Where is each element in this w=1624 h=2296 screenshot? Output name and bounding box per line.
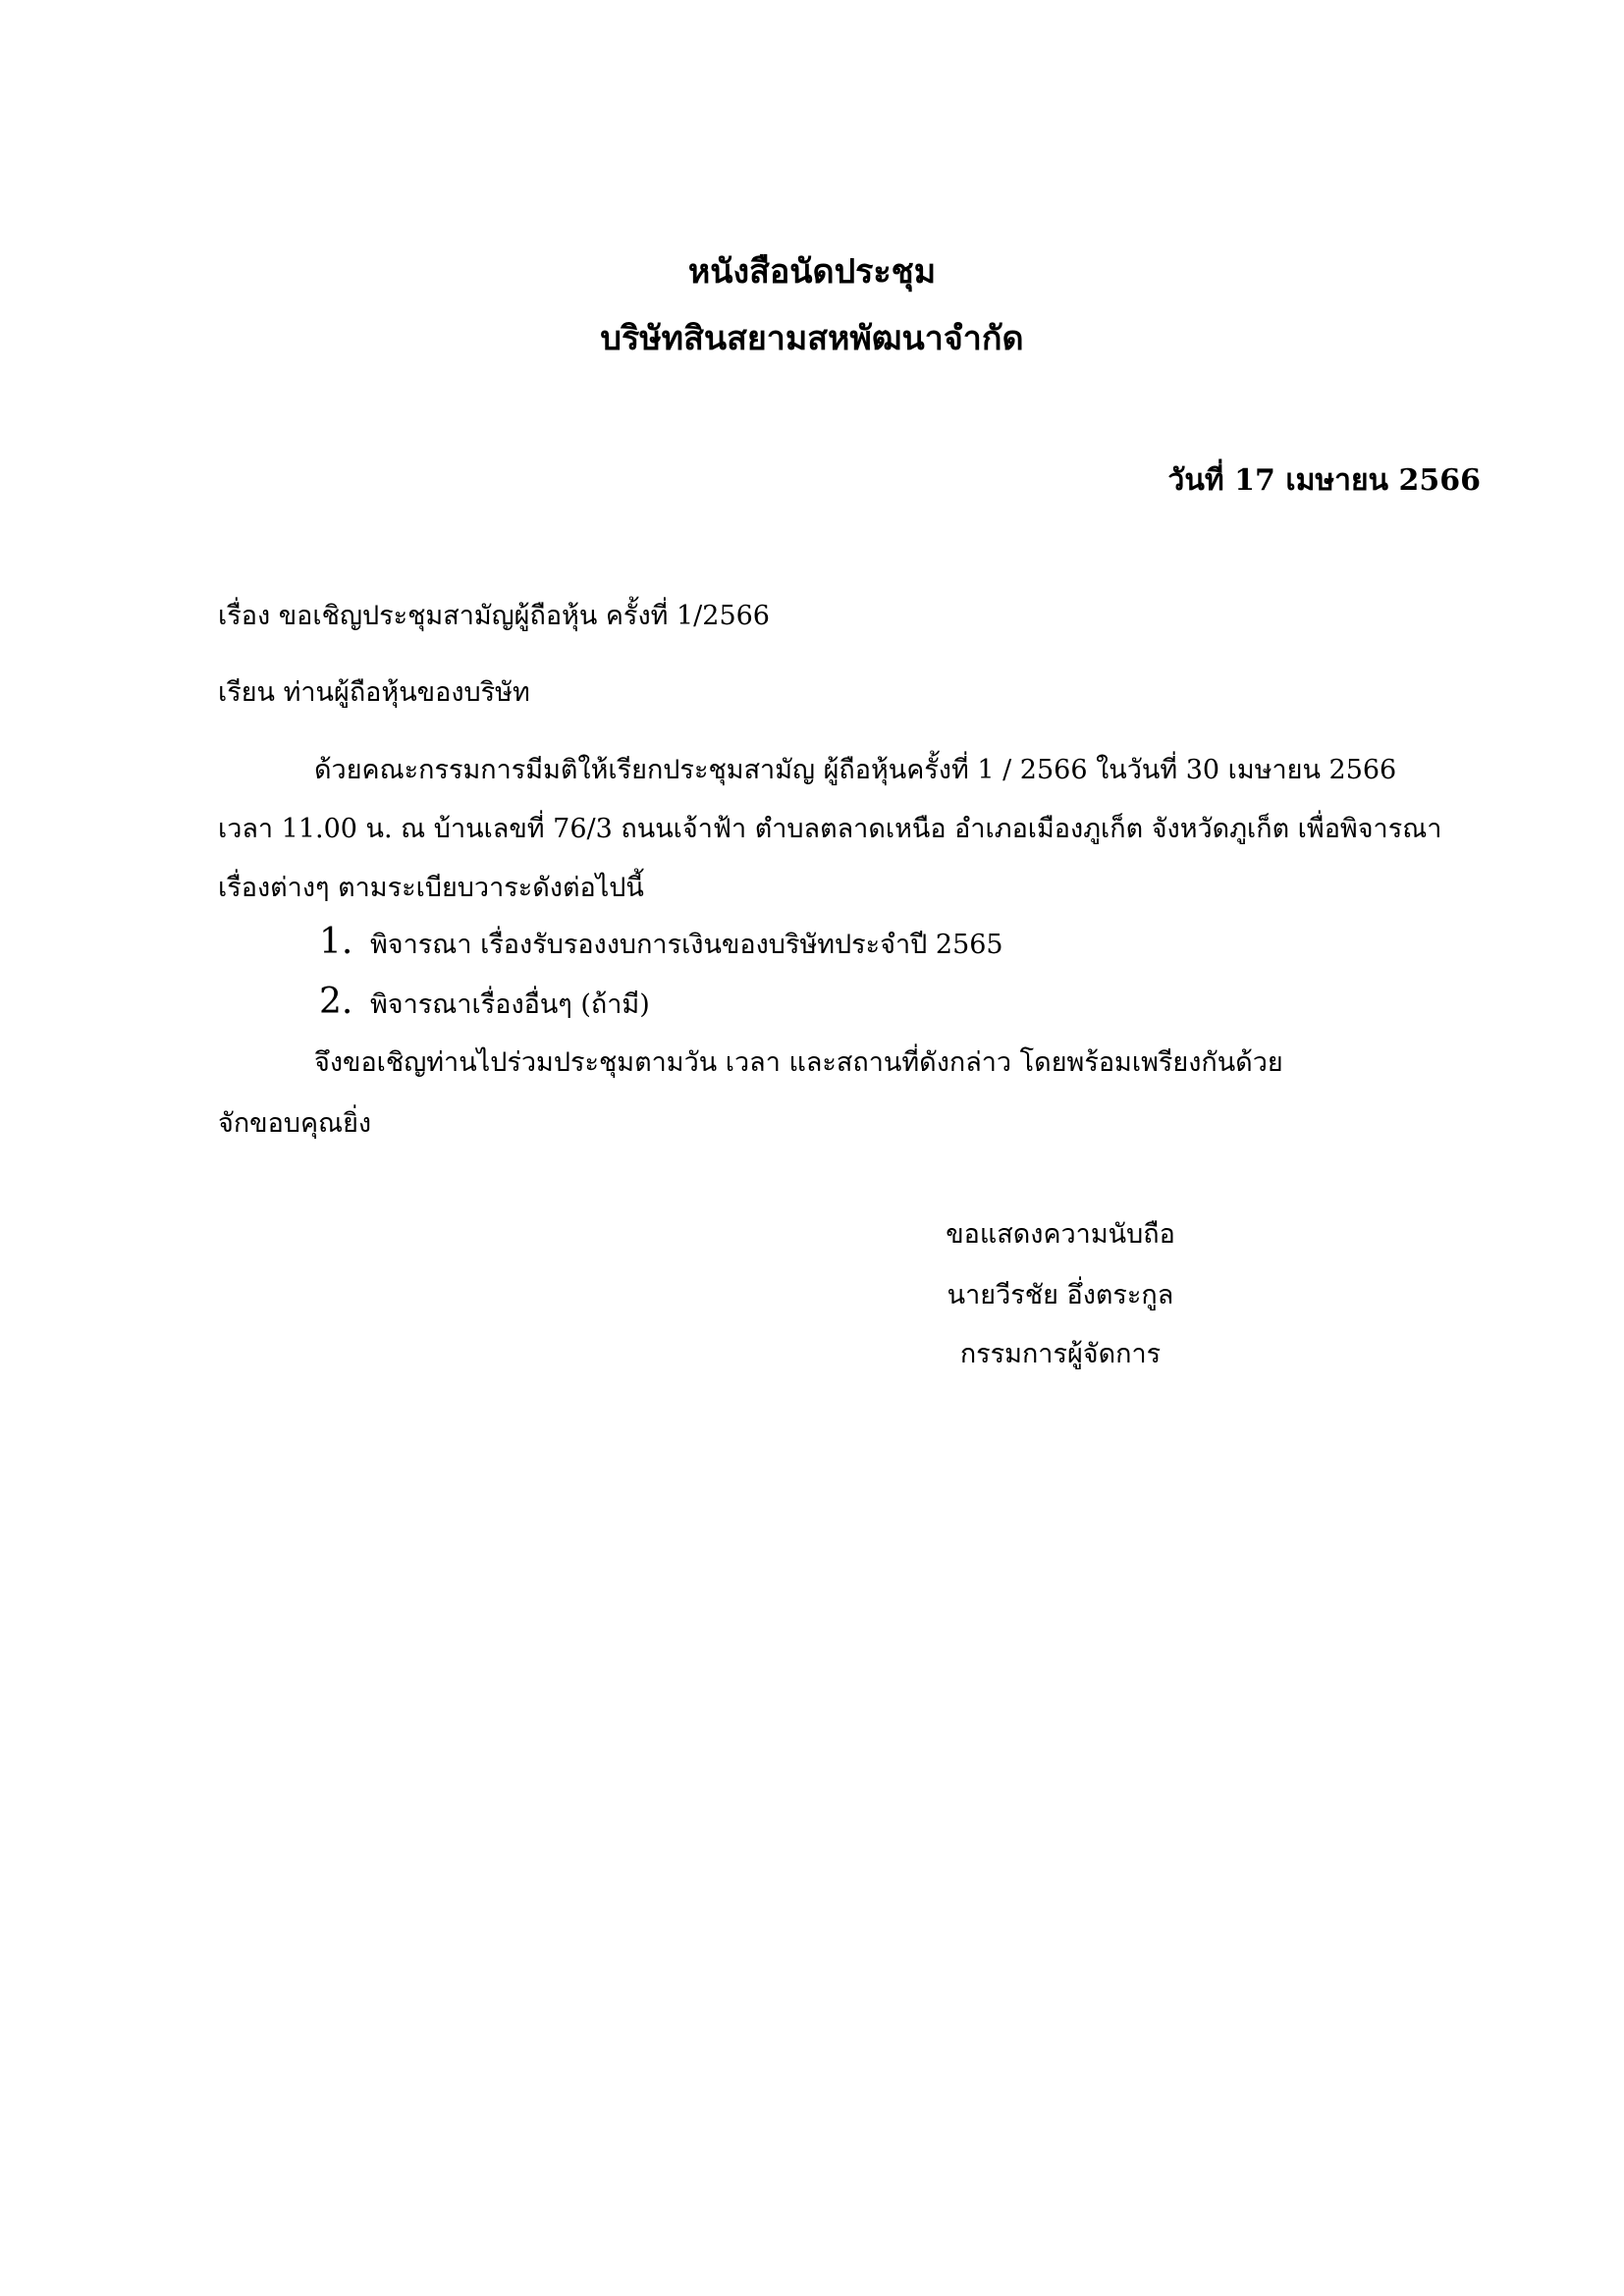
agenda-text: พิจารณาเรื่องอื่นๆ (ถ้ามี) — [370, 989, 650, 1020]
body-line: เวลา 11.00 น. ณ บ้านเลขที่ 76/3 ถนนเจ้าฟ้า ตำบลตลาดเหนือ อำเภอเมืองภูเก็ต จังหวัดภูเก็ต เพื่อพิจารณา — [218, 814, 1442, 844]
body-line: เรื่องต่างๆ ตามระเบียบวาระดังต่อไปนี้ — [218, 873, 644, 903]
agenda-item — [319, 922, 1003, 963]
signature-name: นายวีรชัย อึ่งตระกูล — [947, 1280, 1174, 1310]
document-title: หนังสือนัดประชุม — [687, 252, 937, 292]
agenda-text: พิจารณา เรื่องรับรองงบการเงินของบริษัทประจำปี 2565 — [370, 930, 1003, 960]
document-date: วันที่ 17 เมษายน 2566 — [1167, 463, 1481, 498]
agenda-item — [319, 982, 650, 1023]
signature-position: กรรมการผู้จัดการ — [959, 1339, 1162, 1369]
salutation-line: เรียน ท่านผู้ถือหุ้นของบริษัท — [218, 677, 530, 708]
agenda-number: 1. — [319, 922, 353, 962]
subject-line: เรื่อง ขอเชิญประชุมสามัญผู้ถือหุ้น ครั้งที่ 1/2566 — [218, 601, 770, 631]
signature-regards: ขอแสดงความนับถือ — [946, 1219, 1175, 1250]
company-name: บริษัทสินสยามสหพัฒนาจำกัด — [600, 319, 1024, 358]
agenda-number: 2. — [319, 982, 353, 1022]
closing-line: จักขอบคุณยิ่ง — [218, 1108, 372, 1139]
closing-line: จึงขอเชิญท่านไปร่วมประชุมตามวัน เวลา และสถานที่ดังกล่าว โดยพร้อมเพรียงกันด้วย — [314, 1047, 1283, 1078]
body-line: ด้วยคณะกรรมการมีมติให้เรียกประชุมสามัญ ผู้ถือหุ้นครั้งที่ 1 / 2566 ในวันที่ 30 เมษายน 2566 — [314, 755, 1397, 785]
